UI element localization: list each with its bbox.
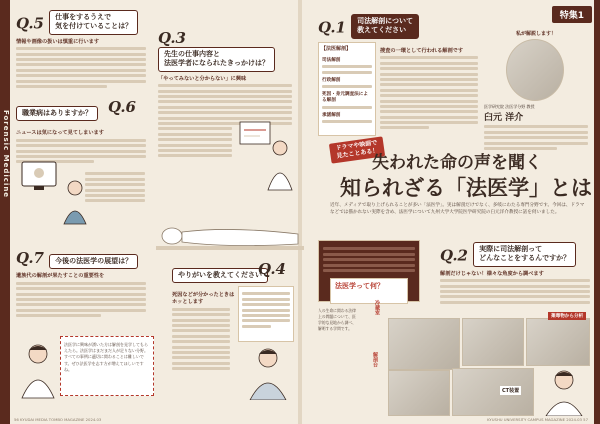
what-is-box	[330, 278, 408, 304]
what-is-title: 法医学って何？	[335, 282, 384, 290]
autopsy-table-photo	[388, 370, 450, 416]
body-on-table-illustration	[150, 212, 310, 262]
q7-callout-text: 法医学に興味が湧いた方は解剖を見学してもらえたら。法医学はまだまだ人が足りない分野。すべての事例に適切に関わることは難しいです。ぜひ法医学を志す方が増えてほしいですね。	[64, 342, 148, 372]
q5-number: Q.5	[16, 14, 44, 33]
q1-number: Q.1	[318, 18, 346, 37]
q4-answer: 死因などが分かったときは ホッとします	[172, 292, 235, 306]
q2-answer: 解剖だけじゃない！様々な角度から調べます	[440, 270, 544, 277]
legal-item-3: 死因・身元調査法による解剖	[322, 92, 368, 104]
hero-line2-text: 知られざる「法医学」とは	[340, 175, 592, 200]
q5-title: 仕事をするうえで 気を付けていることは？	[49, 10, 138, 35]
q1-title: 司法解剖について 教えてください	[351, 14, 419, 39]
q4-body	[172, 308, 230, 370]
q7-body	[16, 282, 146, 317]
q5-body	[16, 47, 146, 88]
hero-line1: 失われた命の声を聞く	[372, 153, 542, 173]
lead-text: 近年、メディアで取り上げられることが多い「法医学」。実は解剖だけでなく、多岐にわたる専門分野です。今回は、ドラマなどでは描かれない実際を含め、法医学について九州大学大学院医学研究院の臼元洋介教授に話を伺いました。	[330, 203, 585, 216]
presenter-illustration	[238, 118, 296, 192]
label-staff: 薬毒物から分析	[548, 312, 586, 320]
q7-block	[16, 248, 146, 320]
q6-answer: ニュースは気になって見てしまいます	[16, 130, 104, 137]
doctor-profile	[484, 30, 588, 152]
hero-line2	[340, 172, 592, 202]
what-is-body	[318, 306, 358, 332]
doctor-photo	[506, 39, 564, 101]
professor-illustration-right	[540, 366, 588, 416]
legal-box-title: 【法医解剖】	[321, 46, 352, 52]
q7-title: 今後の法医学の展望は？	[49, 254, 138, 269]
lab-photo	[462, 318, 524, 366]
q3-answer: 「やってみないと分からない」に興味	[158, 75, 247, 82]
q2-title: 実際に司法解剖って どんなことをするんですか？	[473, 242, 576, 267]
q2-number: Q.2	[440, 246, 468, 265]
legal-item-2: 行政解剖	[322, 77, 341, 83]
hero-ribbon: ドラマや映画で 見たことある！	[329, 136, 385, 163]
q5-block	[16, 10, 146, 90]
doctor-name: 臼元 洋介	[484, 113, 524, 123]
ct-scanner-photo	[452, 368, 534, 416]
q6-number: Q.6	[108, 98, 136, 116]
q1-block	[318, 14, 468, 39]
right-strip	[594, 0, 600, 424]
q4-number: Q.4	[258, 260, 286, 278]
q6-body-2	[85, 170, 145, 205]
q2-block	[440, 242, 590, 306]
doctor-role: 医学研究院 法医学分野 教授	[484, 104, 535, 109]
q7-number: Q.7	[16, 249, 44, 267]
label-autopsy: 解剖台	[372, 352, 378, 367]
q6-block	[16, 100, 146, 166]
q7-callout	[60, 336, 154, 396]
q4-title: やりがいを教えてください	[172, 268, 268, 283]
label-cool: 冷蔵室	[374, 300, 380, 315]
q3-number: Q.3	[158, 29, 186, 47]
side-strip	[0, 0, 10, 424]
q6-title: 職業病はありますか？	[16, 106, 98, 121]
what-is-text: 人の生命に関わる法律上の問題について、医学的な見地から調べ、解明する学問です。	[318, 308, 356, 331]
professor-illustration-left	[16, 340, 60, 400]
q1-answer: 捜査の一環として行われる解剖です	[380, 48, 464, 54]
staff-photo	[526, 318, 590, 366]
legal-item-4: 承諾解剖	[322, 112, 341, 118]
professor-illustration-center	[244, 344, 292, 400]
q5-answer: 情報や画像の扱いは慎重に行います	[16, 38, 100, 45]
side-label: Forensic Medicine	[2, 110, 10, 199]
label-ct: CT装置	[502, 388, 520, 394]
q4-note-panel	[238, 286, 294, 342]
q1-body	[380, 44, 478, 132]
legal-autopsy-box	[318, 42, 376, 136]
footer-left: 56 KYUDAI MEDIA TOMBO MAGAZINE 2024.03	[14, 417, 102, 422]
doctor-badge: 私が解説します！	[515, 31, 556, 37]
q3-title: 先生の仕事内容と 法医学者になられたきっかけは？	[158, 47, 275, 72]
cold-storage-photo	[388, 318, 460, 370]
lead-paragraph	[330, 200, 588, 216]
footer-right: KYUSHU UNIVERSITY CAMPUS MAGAZINE 2024.03 57	[487, 417, 588, 422]
q7-answer: 遺族代の解剖が果たすことの重要性を	[16, 273, 105, 280]
feature-tag: 特集1	[552, 6, 592, 23]
legal-item-1: 司法解剖	[322, 58, 341, 63]
